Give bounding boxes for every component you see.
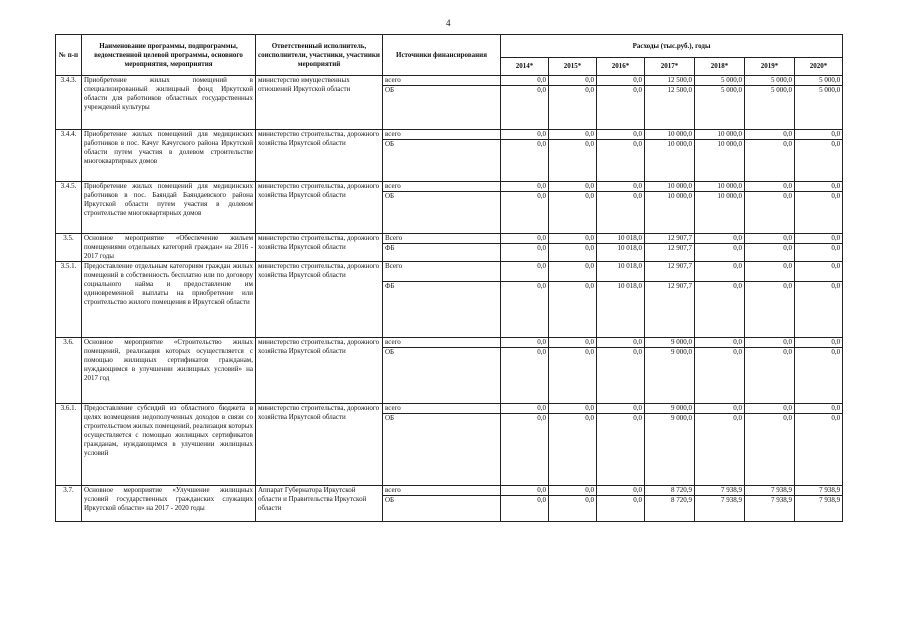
- row-value: 10 000,0: [695, 182, 745, 192]
- row-value: 0,0: [795, 192, 843, 234]
- row-value: 10 018,0: [597, 234, 645, 244]
- row-value: 12 500,0: [645, 76, 695, 86]
- row-value: 0,0: [597, 486, 645, 496]
- row-name: Предоставление отдельным категориям граждан жилых помещений в собственность бесплатно или по договору социального найма и предоставление им единовременной выплаты на приобретение или строительство жилого помещения в Иркутской области: [82, 262, 256, 338]
- row-value: 0,0: [745, 234, 795, 244]
- row-value: 7 938,9: [695, 486, 745, 496]
- table-row: [56, 182, 843, 192]
- header-year: 2020*: [795, 58, 843, 76]
- row-value: 0,0: [501, 262, 549, 282]
- row-value: 0,0: [549, 486, 597, 496]
- row-value: 0,0: [549, 244, 597, 262]
- row-value: 12 907,7: [645, 234, 695, 244]
- row-value: 10 000,0: [645, 182, 695, 192]
- row-code: 3.4.3.: [56, 76, 82, 130]
- row-value: 0,0: [501, 244, 549, 262]
- row-value: 0,0: [549, 140, 597, 182]
- row-code: 3.5.1.: [56, 262, 82, 338]
- row-name: Приобретение жилых помещений для медицинских работников в пос. Баяндай Баяндаевского района Иркутской области путем участия в долевом строительстве многоквартирных домов: [82, 182, 256, 234]
- row-value: 0,0: [795, 404, 843, 414]
- header-year: 2016*: [597, 58, 645, 76]
- header-num: № п-п: [56, 35, 82, 76]
- row-responsible: министерство имущественных отношений Иркутской области: [256, 76, 383, 130]
- row-value: 0,0: [695, 244, 745, 262]
- row-value: 8 720,9: [645, 496, 695, 522]
- row-value: 0,0: [549, 76, 597, 86]
- row-name: Основное мероприятие «Строительство жилых помещений, реализация которых осуществляется с помощью жилищных сертификатов гражданам, нуждающимся в улучшении жилищных условий» на 2017 год: [82, 338, 256, 404]
- row-value: 0,0: [549, 234, 597, 244]
- row-value: 12 907,7: [645, 244, 695, 262]
- row-value: 0,0: [501, 338, 549, 348]
- row-value: 7 938,9: [745, 486, 795, 496]
- row-value: 9 000,0: [645, 404, 695, 414]
- row-value: 0,0: [795, 140, 843, 182]
- row-value: 10 018,0: [597, 244, 645, 262]
- row-value: 5 000,0: [795, 76, 843, 86]
- row-value: 0,0: [597, 338, 645, 348]
- row-value: 0,0: [597, 140, 645, 182]
- row-value: 12 907,7: [645, 262, 695, 282]
- row-value: 0,0: [795, 282, 843, 338]
- row-value: 0,0: [597, 182, 645, 192]
- row-value: 0,0: [501, 486, 549, 496]
- row-value: 10 000,0: [645, 130, 695, 140]
- row-value: 0,0: [501, 140, 549, 182]
- row-value: 0,0: [795, 234, 843, 244]
- row-value: 0,0: [695, 282, 745, 338]
- row-value: 0,0: [501, 182, 549, 192]
- row-value: 5 000,0: [695, 86, 745, 130]
- row-source: всего: [383, 182, 501, 192]
- row-value: 0,0: [549, 262, 597, 282]
- row-source: ОБ: [383, 192, 501, 234]
- row-value: 0,0: [795, 414, 843, 486]
- table-row: [56, 486, 843, 496]
- row-value: 7 938,9: [695, 496, 745, 522]
- row-name: Приобретение жилых помещений в специализированный жилищный фонд Иркутской области для работников областных государственных учреждений культуры: [82, 76, 256, 130]
- row-value: 0,0: [695, 404, 745, 414]
- table-row: [56, 404, 843, 414]
- row-source: ОБ: [383, 86, 501, 130]
- row-code: 3.4.4.: [56, 130, 82, 182]
- row-value: 0,0: [795, 262, 843, 282]
- table-row: [56, 76, 843, 86]
- row-value: 9 000,0: [645, 414, 695, 486]
- header-expenses: Расходы (тыс.руб.), годы: [501, 35, 843, 58]
- row-value: 10 000,0: [695, 192, 745, 234]
- row-value: 0,0: [549, 414, 597, 486]
- row-value: 0,0: [501, 414, 549, 486]
- budget-table: [55, 34, 843, 522]
- table-row: [56, 234, 843, 244]
- row-code: 3.5.: [56, 234, 82, 262]
- row-value: 0,0: [549, 338, 597, 348]
- row-value: 0,0: [745, 404, 795, 414]
- row-value: 5 000,0: [795, 86, 843, 130]
- row-value: 0,0: [745, 130, 795, 140]
- row-responsible: министерство строительства, дорожного хозяйства Иркутской области: [256, 262, 383, 338]
- row-value: 0,0: [745, 182, 795, 192]
- row-value: 0,0: [695, 338, 745, 348]
- row-source: Всего: [383, 262, 501, 282]
- row-value: 0,0: [549, 282, 597, 338]
- row-source: ОБ: [383, 348, 501, 404]
- row-responsible: министерство строительства, дорожного хозяйства Иркутской области: [256, 130, 383, 182]
- row-value: 7 938,9: [795, 496, 843, 522]
- row-value: 0,0: [549, 348, 597, 404]
- header-year: 2014*: [501, 58, 549, 76]
- page-number: 4: [446, 18, 451, 28]
- row-value: 0,0: [795, 244, 843, 262]
- row-value: 0,0: [549, 404, 597, 414]
- header-year: 2017*: [645, 58, 695, 76]
- row-responsible: министерство строительства, дорожного хозяйства Иркутской области: [256, 338, 383, 404]
- row-value: 0,0: [501, 282, 549, 338]
- row-value: 7 938,9: [795, 486, 843, 496]
- row-value: 0,0: [695, 262, 745, 282]
- row-value: 10 000,0: [645, 192, 695, 234]
- row-value: 0,0: [795, 182, 843, 192]
- row-value: 0,0: [745, 414, 795, 486]
- row-name: Основное мероприятие «Обеспечение жильем помещениями отдельных категорий граждан» на 2016 - 2017 годы: [82, 234, 256, 262]
- row-code: 3.7.: [56, 486, 82, 522]
- row-source: ФБ: [383, 282, 501, 338]
- row-source: всего: [383, 338, 501, 348]
- row-value: 0,0: [745, 244, 795, 262]
- row-value: 0,0: [597, 192, 645, 234]
- row-value: 10 000,0: [645, 140, 695, 182]
- row-source: всего: [383, 486, 501, 496]
- row-value: 0,0: [745, 192, 795, 234]
- row-value: 9 000,0: [645, 338, 695, 348]
- row-value: 8 720,9: [645, 486, 695, 496]
- table-row: [56, 130, 843, 140]
- row-value: 0,0: [501, 348, 549, 404]
- row-source: ФБ: [383, 244, 501, 262]
- row-value: 0,0: [597, 348, 645, 404]
- row-source: ОБ: [383, 496, 501, 522]
- header-source: Источники финансирования: [383, 35, 501, 76]
- row-value: 0,0: [695, 234, 745, 244]
- row-value: 0,0: [745, 282, 795, 338]
- row-value: 10 000,0: [695, 140, 745, 182]
- row-value: 0,0: [597, 86, 645, 130]
- row-value: 0,0: [501, 130, 549, 140]
- row-value: 0,0: [501, 496, 549, 522]
- row-value: 0,0: [597, 496, 645, 522]
- row-value: 0,0: [795, 338, 843, 348]
- header-year: 2018*: [695, 58, 745, 76]
- header-responsible: Ответственный исполнитель, соисполнители, участники, участники мероприятий: [256, 35, 383, 76]
- row-value: 0,0: [795, 348, 843, 404]
- row-value: 0,0: [745, 140, 795, 182]
- row-value: 5 000,0: [745, 86, 795, 130]
- row-value: 10 018,0: [597, 262, 645, 282]
- row-value: 0,0: [745, 262, 795, 282]
- row-value: 0,0: [597, 414, 645, 486]
- row-source: всего: [383, 130, 501, 140]
- row-value: 5 000,0: [695, 76, 745, 86]
- row-value: 0,0: [549, 496, 597, 522]
- row-responsible: министерство строительства, дорожного хозяйства Иркутской области: [256, 182, 383, 234]
- row-value: 0,0: [501, 192, 549, 234]
- row-responsible: Аппарат Губернатора Иркутской области и Правительства Иркутской области: [256, 486, 383, 522]
- header-name: Наименование программы, подпрограммы, ведомственной целевой программы, основного мероприятия, мероприятия: [82, 35, 256, 76]
- row-value: 0,0: [745, 338, 795, 348]
- row-value: 0,0: [795, 130, 843, 140]
- row-value: 0,0: [695, 414, 745, 486]
- row-value: 0,0: [597, 404, 645, 414]
- row-value: 0,0: [549, 130, 597, 140]
- row-value: 0,0: [695, 348, 745, 404]
- row-name: Предоставление субсидий из областного бюджета в целях возмещения недополученных доходов в связи со строительством жилых помещений, реализация которых осуществляется с помощью жилищных сертификатов гражданам, нуждающимся в улучшении жилищных условий: [82, 404, 256, 486]
- row-value: 0,0: [597, 76, 645, 86]
- table-row: [56, 262, 843, 282]
- row-value: 12 907,7: [645, 282, 695, 338]
- row-name: Приобретение жилых помещений для медицинских работников в пос. Качуг Качугского района Иркутской области путем участия в долевом строительстве многоквартирных домов: [82, 130, 256, 182]
- row-responsible: министерство строительства, дорожного хозяйства Иркутской области: [256, 234, 383, 262]
- row-source: всего: [383, 76, 501, 86]
- row-value: 9 000,0: [645, 348, 695, 404]
- header-year: 2019*: [745, 58, 795, 76]
- row-value: 10 018,0: [597, 282, 645, 338]
- row-value: 0,0: [549, 182, 597, 192]
- row-source: ОБ: [383, 140, 501, 182]
- row-value: 12 500,0: [645, 86, 695, 130]
- row-source: ОБ: [383, 414, 501, 486]
- row-source: Всего: [383, 234, 501, 244]
- row-value: 0,0: [501, 76, 549, 86]
- row-value: 0,0: [745, 348, 795, 404]
- row-value: 5 000,0: [745, 76, 795, 86]
- row-code: 3.4.5.: [56, 182, 82, 234]
- row-value: 0,0: [501, 404, 549, 414]
- row-code: 3.6.: [56, 338, 82, 404]
- row-value: 0,0: [501, 234, 549, 244]
- row-source: всего: [383, 404, 501, 414]
- row-value: 10 000,0: [695, 130, 745, 140]
- row-value: 0,0: [501, 86, 549, 130]
- row-responsible: министерство строительства, дорожного хозяйства Иркутской области: [256, 404, 383, 486]
- row-value: 0,0: [597, 130, 645, 140]
- table-row: [56, 338, 843, 348]
- row-value: 0,0: [549, 86, 597, 130]
- header-year: 2015*: [549, 58, 597, 76]
- row-code: 3.6.1.: [56, 404, 82, 486]
- row-value: 7 938,9: [745, 496, 795, 522]
- row-name: Основное мероприятие «Улучшение жилищных условий государственных гражданских служащих Иркутской области» на 2017 - 2020 годы: [82, 486, 256, 522]
- row-value: 0,0: [549, 192, 597, 234]
